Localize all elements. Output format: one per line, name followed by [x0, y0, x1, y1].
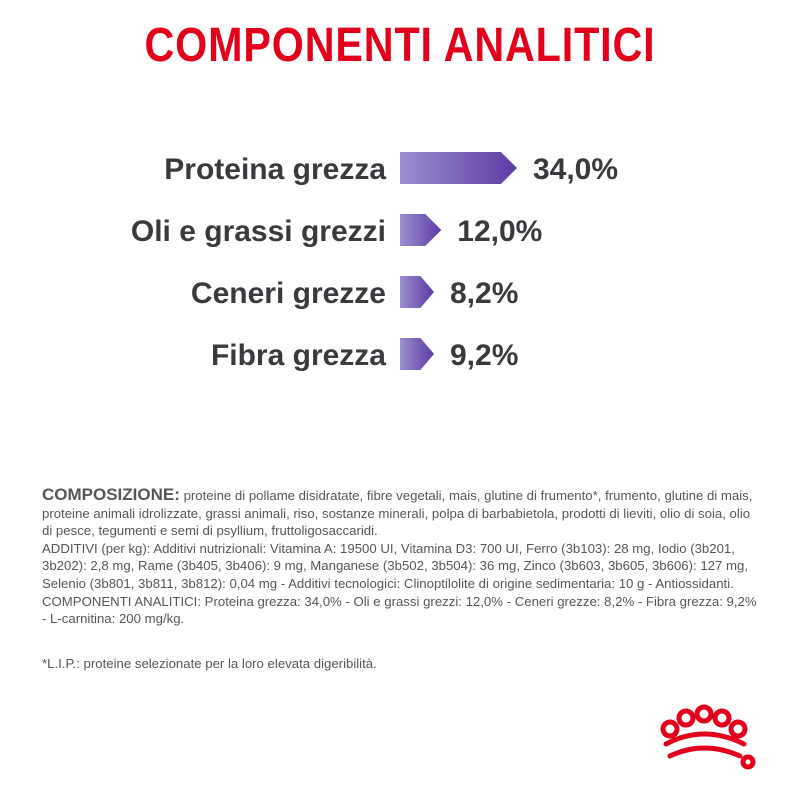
crown-icon — [652, 704, 762, 776]
composition-heading: COMPOSIZIONE: — [42, 485, 180, 504]
footnote: *L.I.P.: proteine selezionate per la loro elevata digeribilità. — [42, 656, 377, 671]
category-label-2: Ceneri grezze — [190, 277, 386, 310]
composition-additives: ADDITIVI (per kg): Additivi nutrizionali: Vitamina A: 19500 UI, Vitamina D3: 700 UI, Ferro (3b103): 28 mg, Iodio (3b201, 3b202): 2,8 mg, Rame (3b405, 3b406): 9 mg, Manganese (3b502, 3b504): 36 mg, Zinco (3b603, 3b605, 3b606): 127 mg, Selenio (3b801, 3b811, 3b812): 0,04 mg - Additivi tecnologici: Clinoptilolite di origine sedimentaria: 10 g - Antiossidanti. — [42, 540, 748, 591]
value-label-2: 8,2% — [450, 277, 519, 310]
category-label-3: Fibra grezza — [210, 339, 386, 372]
value-label-3: 9,2% — [450, 339, 519, 372]
bar-0 — [400, 152, 517, 184]
bar-2 — [400, 276, 434, 308]
composition-ingredients — [42, 486, 762, 540]
analytic-components-chart — [0, 140, 800, 400]
composition-block — [42, 486, 762, 628]
composition-ingredients-text: proteine di pollame disidratate, fibre vegetali, mais, glutine di frumento*, frumento, glutine di mais, proteine animali idrolizzate, grassi animali, riso, sostanze minerali, polpa di barbabietola, prodotti di lieviti, olio di soia, olio di pesce, tegumenti e semi di psyllium, fruttoligosaccaridi. — [42, 488, 753, 539]
page-title: COMPONENTI ANALITICI — [144, 19, 656, 72]
composition-analytics: COMPONENTI ANALITICI: Proteina grezza: 34,0% - Oli e grassi grezzi: 12,0% - Ceneri grezze: 8,2% - Fibra grezza: 9,2% - L-carnitina: 200 mg/kg. — [42, 593, 757, 627]
category-label-1: Oli e grassi grezzi — [130, 215, 386, 248]
value-label-0: 34,0% — [532, 153, 619, 186]
bar-1 — [400, 214, 441, 246]
bar-3 — [400, 338, 434, 370]
category-label-0: Proteina grezza — [164, 153, 386, 186]
value-label-1: 12,0% — [457, 215, 543, 248]
